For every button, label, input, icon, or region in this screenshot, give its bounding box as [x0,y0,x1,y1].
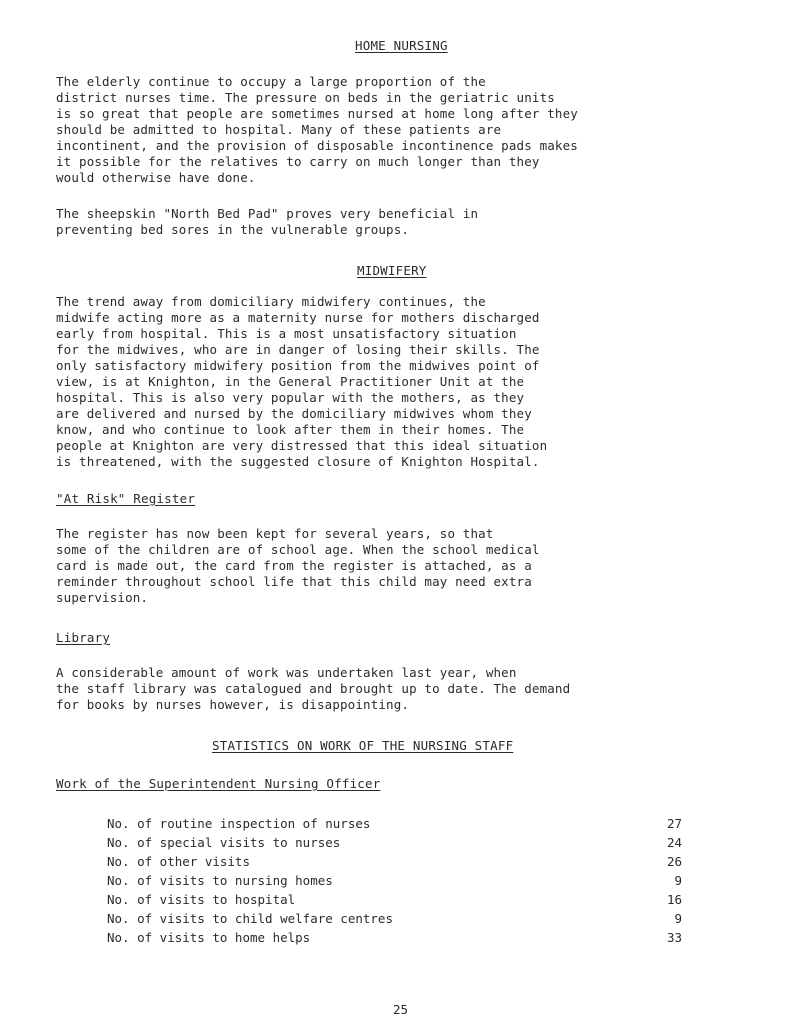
midwifery-line: view, is at Knighton, in the General Practitioner Unit at the [56,374,525,389]
stat-label: No. of routine inspection of nurses [107,816,371,831]
stat-label: No. of visits to home helps [107,930,311,945]
stat-value: 24 [666,835,682,850]
midwifery-line: The trend away from domiciliary midwifery continues, the [56,294,486,309]
stat-value: 9 [674,911,682,926]
home-nursing-line: The sheepskin "North Bed Pad" proves very beneficial in [56,206,479,221]
home-nursing-heading: HOME NURSING [355,38,448,53]
stat-label: No. of visits to nursing homes [107,873,333,888]
home-nursing-line: is so great that people are sometimes nursed at home long after they [56,106,578,121]
page-number: 25 [393,1002,409,1017]
home-nursing-line: The elderly continue to occupy a large proportion of the [56,74,486,89]
stat-value: 26 [666,854,682,869]
superintendent-subheading: Work of the Superintendent Nursing Officer [56,776,381,791]
library-heading: Library [56,630,111,645]
stat-row [107,835,682,853]
at-risk-line: card is made out, the card from the register is attached, as a [56,558,532,573]
at-risk-line: The register has now been kept for several years, so that [56,526,494,541]
stat-value: 33 [666,930,682,945]
midwifery-line: people at Knighton are very distressed that this ideal situation [56,438,548,453]
stat-row [107,854,682,872]
at-risk-line: reminder throughout school life that this child may need extra [56,574,532,589]
stat-label: No. of other visits [107,854,250,869]
midwifery-line: hospital. This is also very popular with the mothers, as they [56,390,525,405]
midwifery-line: know, and who continue to look after them in their homes. The [56,422,525,437]
midwifery-line: is threatened, with the suggested closure of Knighton Hospital. [56,454,540,469]
home-nursing-line: would otherwise have done. [56,170,256,185]
stat-row [107,911,682,929]
at-risk-register-heading: "At Risk" Register [56,491,196,506]
midwifery-line: midwife acting more as a maternity nurse for mothers discharged [56,310,540,325]
home-nursing-line: preventing bed sores in the vulnerable groups. [56,222,410,237]
midwifery-line: early from hospital. This is a most unsatisfactory situation [56,326,517,341]
stat-label: No. of visits to hospital [107,892,296,907]
midwifery-line: for the midwives, who are in danger of losing their skills. The [56,342,540,357]
stat-row [107,892,682,910]
home-nursing-line: district nurses time. The pressure on beds in the geriatric units [56,90,555,105]
at-risk-line: some of the children are of school age. When the school medical [56,542,540,557]
stat-value: 27 [666,816,682,831]
home-nursing-line: should be admitted to hospital. Many of these patients are [56,122,502,137]
midwifery-line: are delivered and nursed by the domiciliary midwives whom they [56,406,532,421]
stat-row [107,873,682,891]
stat-row [107,816,682,834]
midwifery-line: only satisfactory midwifery position from the midwives point of [56,358,540,373]
home-nursing-line: incontinent, and the provision of disposable incontinence pads makes [56,138,578,153]
library-line: A considerable amount of work was undertaken last year, when [56,665,517,680]
midwifery-heading: MIDWIFERY [357,263,427,278]
library-line: the staff library was catalogued and brought up to date. The demand [56,681,571,696]
stat-value: 9 [674,873,682,888]
stat-row [107,930,682,948]
home-nursing-line: it possible for the relatives to carry on much longer than they [56,154,540,169]
stat-value: 16 [666,892,682,907]
stat-label: No. of special visits to nurses [107,835,341,850]
statistics-heading: STATISTICS ON WORK OF THE NURSING STAFF [212,738,514,753]
library-line: for books by nurses however, is disappointing. [56,697,410,712]
at-risk-line: supervision. [56,590,149,605]
stat-label: No. of visits to child welfare centres [107,911,393,926]
